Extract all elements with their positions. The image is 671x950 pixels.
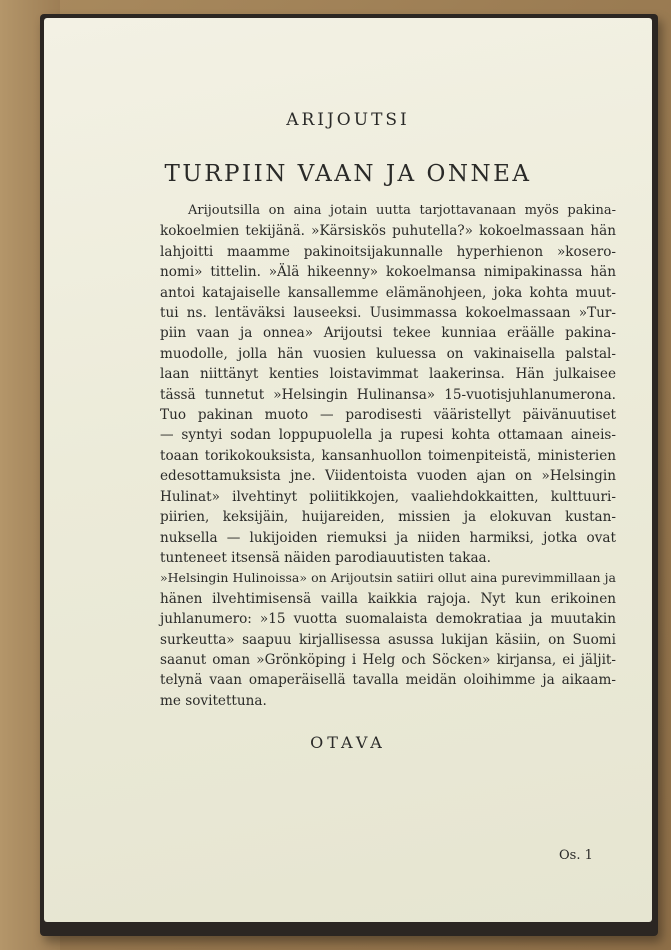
blurb-line: nomi» tittelin. »Älä hikeenny» kokoelmansa nimipakinassa hän <box>160 264 616 281</box>
blurb-line: — syntyi sodan loppupuolella ja rupesi kohta ottamaan aineis- <box>160 427 616 444</box>
blurb-line: antoi katajaiselle kansallemme elämänohjeen, joka kohta muut- <box>160 284 616 301</box>
blurb-line: lahjoitti maamme pakinoitsijakunnalle hyperhienon »kosero- <box>160 243 616 260</box>
blurb-line: laan niittänyt kenties loistavimmat laakerinsa. Hän julkaisee <box>160 366 616 383</box>
blurb-line: piirien, keksijäin, huijareiden, missien ja elokuvan kustan- <box>160 509 616 526</box>
blurb-line: telynä vaan omaperäisellä tavalla meidän oloihimme ja aikaam- <box>160 672 616 689</box>
blurb-line: muodolle, jolla hän vuosien kuluessa on vakinaisella palstal- <box>160 345 616 362</box>
blurb-line: tui ns. lentäväksi lauseeksi. Uusimmassa kokoelmassaan »Tur- <box>160 305 616 322</box>
book-title: TURPIIN VAAN JA ONNEA <box>164 161 532 187</box>
blurb-line: »Helsingin Hulinoissa» on Arijoutsin satiiri ollut aina purevimmillaan ja <box>160 570 616 586</box>
volume-label: Os. 1 <box>559 848 593 863</box>
publisher-name: OTAVA <box>310 733 386 752</box>
blurb-line: juhlanumero: »15 vuotta suomalaista demokratiaa ja muutakin <box>160 611 616 628</box>
blurb-line: tässä tunnetut »Helsingin Hulinansa» 15-vuotisjuhlanumerona. <box>160 386 616 403</box>
blurb-line: nuksella — lukijoiden riemuksi ja niiden harmiksi, jotka ovat <box>160 529 616 546</box>
blurb-line: me sovitettuna. <box>160 692 267 709</box>
blurb-line: piin vaan ja onnea» Arijoutsi tekee kunniaa eräälle pakina- <box>160 325 616 342</box>
dust-jacket <box>44 18 652 922</box>
blurb-text <box>160 201 616 711</box>
author-name: ARIJOUTSI <box>286 110 410 130</box>
blurb-line: toaan torikokouksista, kansanhuollon toimenpiteistä, ministerien <box>160 447 616 464</box>
blurb-line: kokoelmien tekijänä. »Kärsiskös puhutella?» kokoelmassaan hän <box>160 223 616 240</box>
blurb-line: saanut oman »Grönköping i Helg och Söcken» kirjansa, ei jäljit- <box>160 651 616 668</box>
blurb-line: Hulinat» ilvehtinyt poliitikkojen, vaaliehdokkaitten, kulttuuri- <box>160 488 616 505</box>
blurb-line: edesottamuksista jne. Viidentoista vuoden ajan on »Helsingin <box>160 468 616 485</box>
blurb-line: Tuo pakinan muoto — parodisesti vääristellyt päivänuutiset <box>160 407 616 424</box>
blurb-line: hänen ilvehtimisensä vailla kaikkia rajoja. Nyt kun erikoinen <box>160 590 616 607</box>
blurb-line: Arijoutsilla on aina jotain uutta tarjottavanaan myös pakina- <box>188 203 616 218</box>
blurb-line: tunteneet itsensä näiden parodiauutisten takaa. <box>160 549 491 566</box>
blurb-line: surkeutta» saapuu kirjallisessa asussa lukijan käsiin, on Suomi <box>160 631 616 648</box>
